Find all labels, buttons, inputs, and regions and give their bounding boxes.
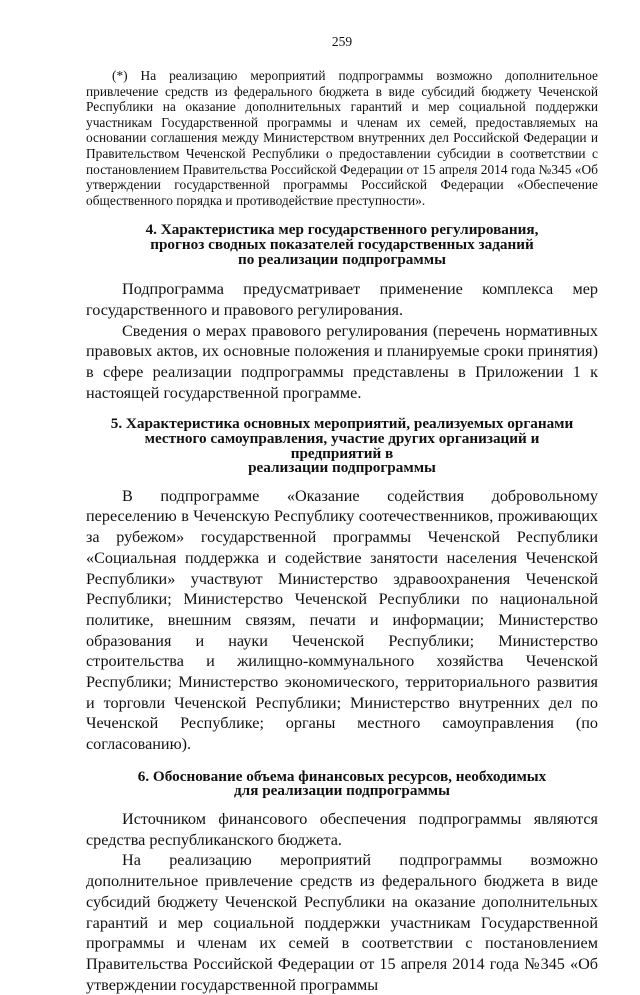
section-6-heading xyxy=(104,767,580,800)
heading-line: для реализации подпрограммы xyxy=(233,782,450,800)
heading-line: реализации подпрограммы xyxy=(248,459,436,477)
paragraph: В подпрограмме «Оказание содействия добровольному переселению в Чеченскую Республику соотечественников, проживающих за рубежом» государственной программы Чеченской Республики «Социальная поддержка и содействие занятости населения Чеченской Республики» участвуют Министерство здравоохранения Чеченской Республики; Министерство Чеченской Республики по национальной политике, внешним связям, печати и информации; Министерство образования и науки Чеченской Республики; Министерство строительства и жилищно-коммунального хозяйства Чеченской Республики; Министерство экономического, территориального развития и торговли Чеченской Республики; Министерство внутренних дел по Чеченской Республике; органы местного самоуправления (по согласованию). xyxy=(86,486,598,754)
heading-line: 4. Характеристика мер государственного регулирования, xyxy=(145,221,539,239)
heading-line: 6. Обоснование объема финансовых ресурсов, необходимых xyxy=(137,767,547,785)
footnote: (*) На реализацию мероприятий подпрограммы возможно дополнительное привлечение средств из федерального бюджета в виде субсидий бюджету Чеченской Республики на оказание дополнительных гарантий и мер социальной поддержки участникам Государственной программы и членам их семей, предоставляемых на основании соглашения между Министерством внутренних дел Российской Федерации и Правительством Чеченской Республики о предоставлении субсидии в соответствии с постановлением Правительства Российской Федерации от 15 апреля 2014 года №345 «Об утверждении государственной программы Российской Федерации «Обеспечение общественного порядка и противодействие преступности». xyxy=(86,68,598,208)
paragraph: Подпрограмма предусматривает применение комплекса мер государственного и правового регулирования. xyxy=(86,280,598,319)
heading-line: 5. Характеристика основных мероприятий, реализуемых органами xyxy=(110,415,574,433)
section-4-heading xyxy=(104,223,580,267)
section-5-heading xyxy=(104,417,580,475)
paragraph: На реализацию мероприятий подпрограммы возможно дополнительное привлечение средств из федерального бюджета в виде субсидий бюджету Чеченской Республики на оказание дополнительных гарантий и мер социальной поддержки участникам Государственной программы и членам их семей в соответствии с постановлением Правительства Российской Федерации от 15 апреля 2014 года №345 «Об утверждении государственной программы xyxy=(86,851,598,994)
paragraph: Источником финансового обеспечения подпрограммы являются средства республиканского бюджета. xyxy=(86,810,598,849)
document-page xyxy=(86,34,598,995)
paragraph: Сведения о мерах правового регулирования (перечень нормативных правовых актов, их основные положения и планируемые сроки принятия) в сфере реализации подпрограммы представлены в Приложении 1 к настоящей государственной программе. xyxy=(86,321,598,402)
page-number: 259 xyxy=(331,34,353,49)
heading-line: местного самоуправления, участие других организаций и предприятий в xyxy=(144,429,540,462)
heading-line: прогноз сводных показателей государственных заданий xyxy=(150,235,534,253)
heading-line: по реализации подпрограммы xyxy=(238,250,446,268)
